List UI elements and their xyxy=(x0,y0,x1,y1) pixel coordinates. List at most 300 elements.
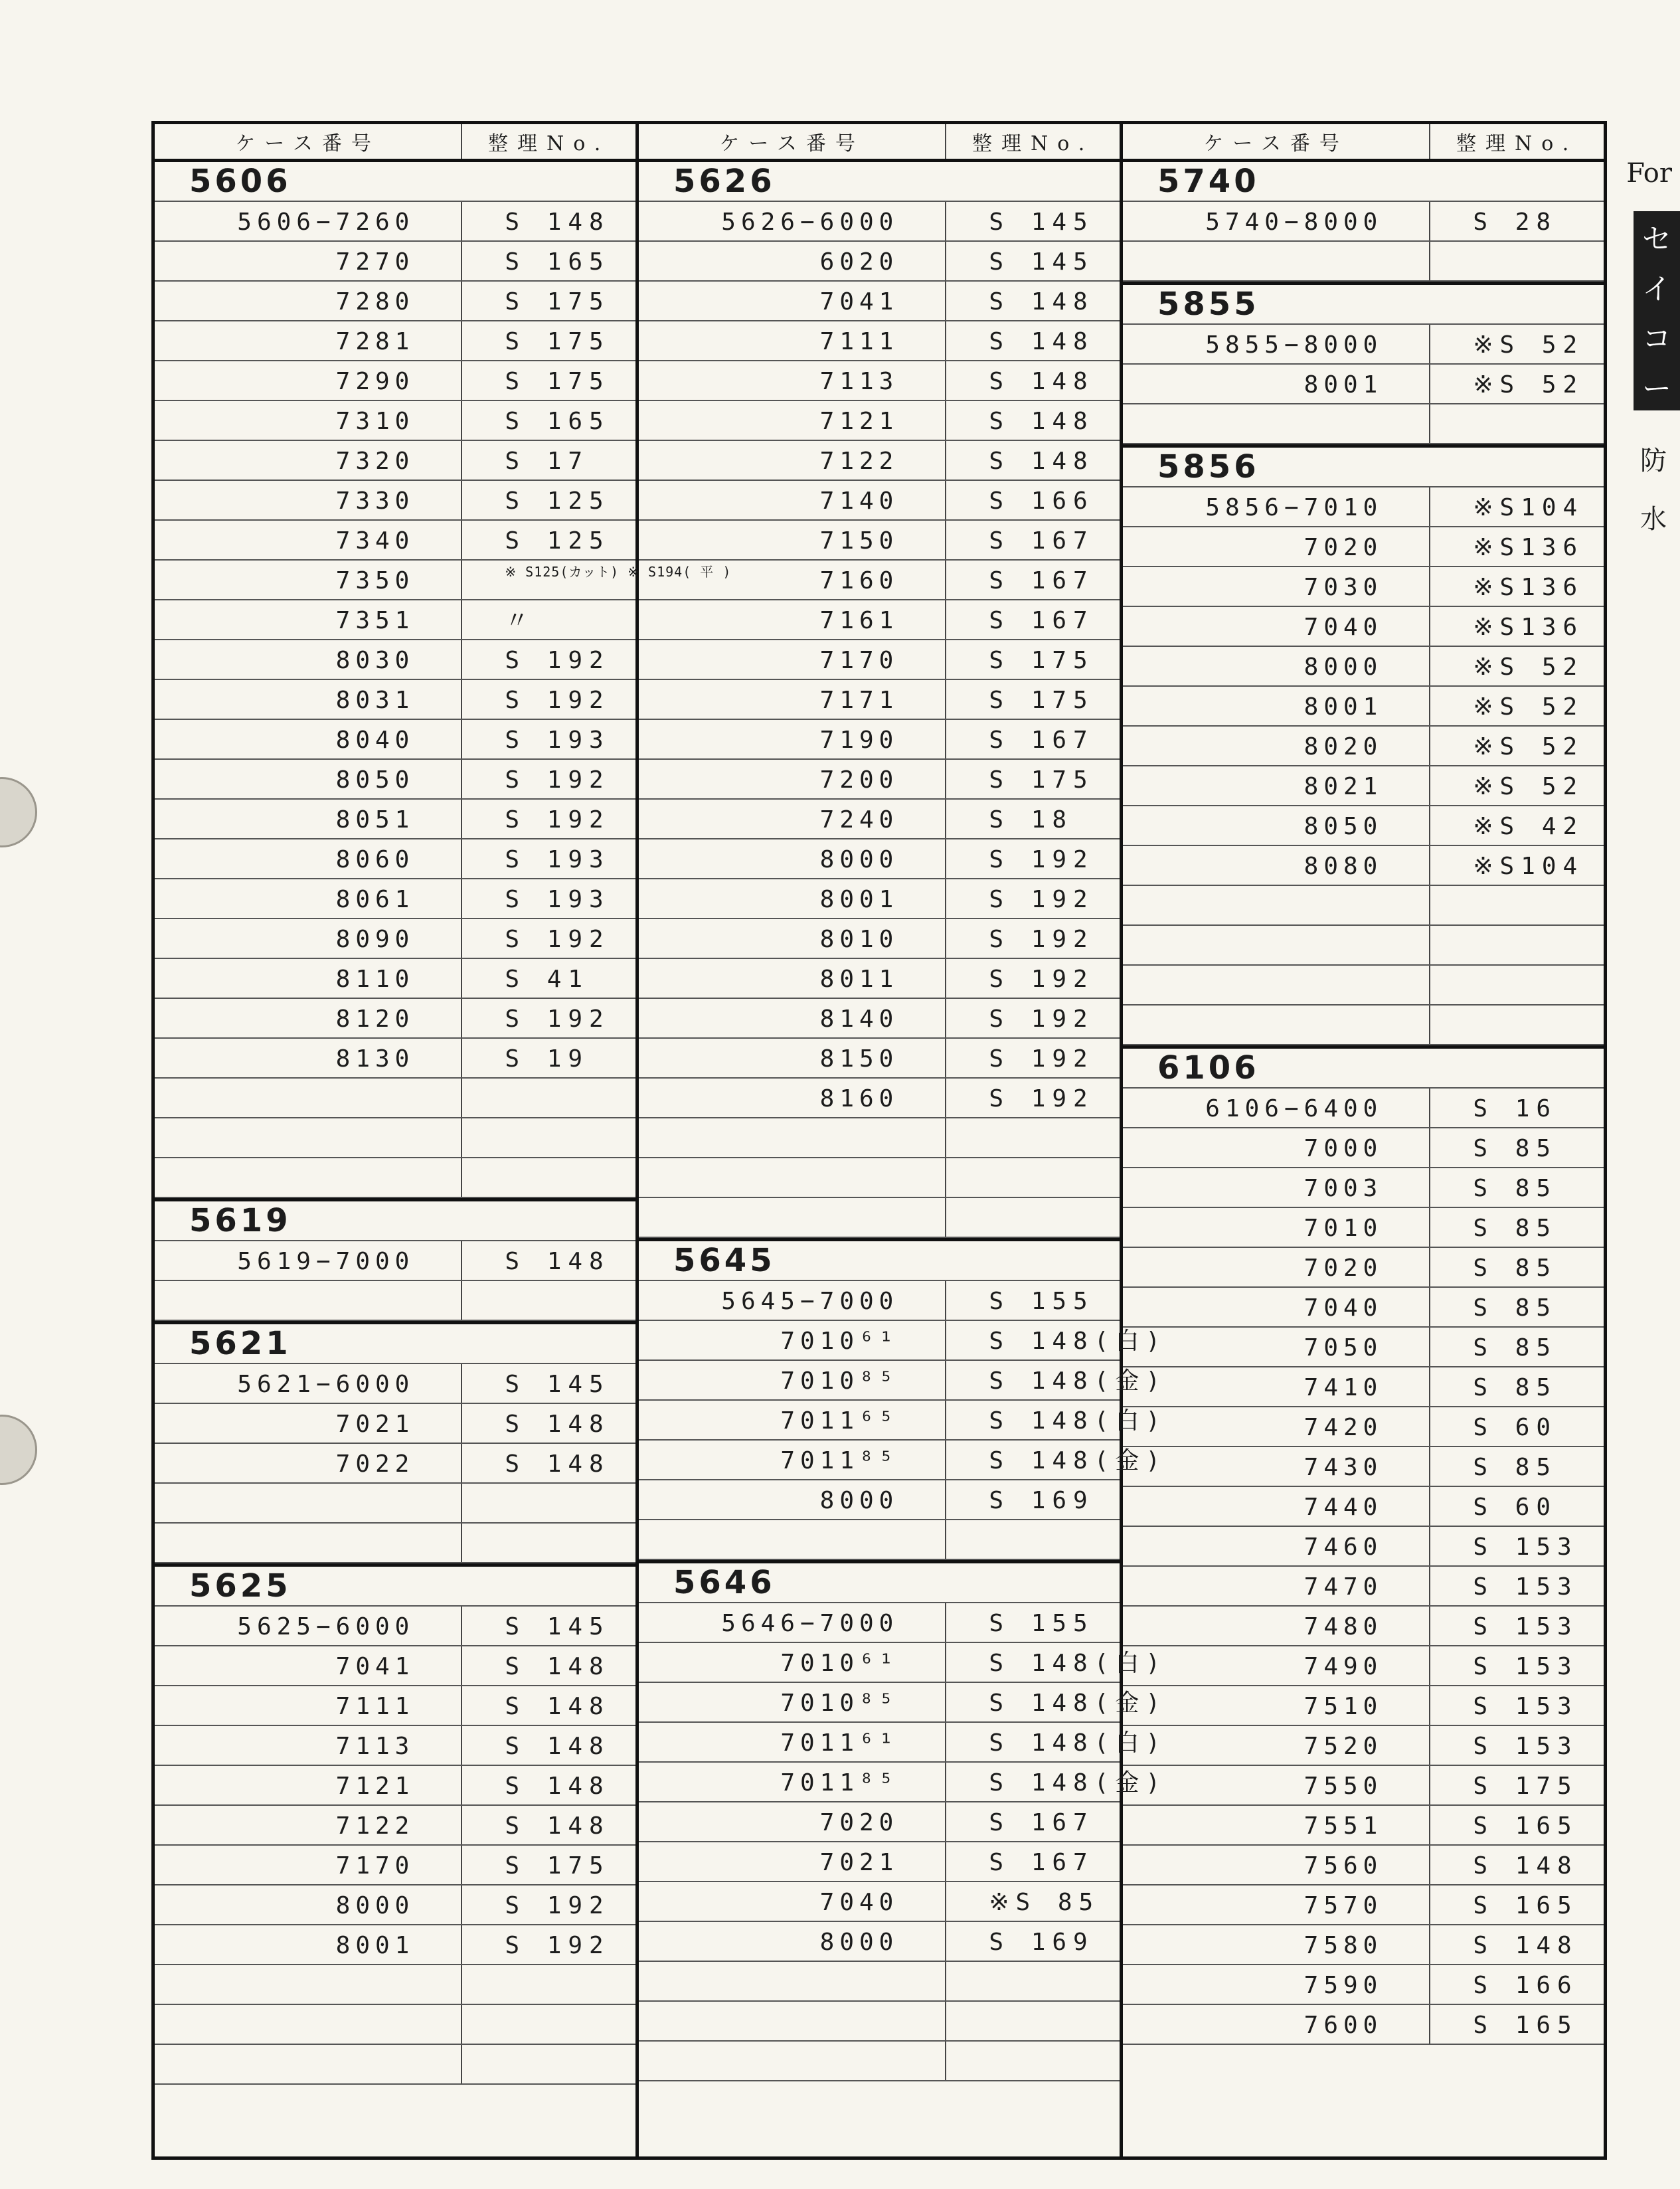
table-row xyxy=(155,1846,635,1885)
case-number-cell: 7113 xyxy=(155,1726,462,1765)
case-number-cell: 7160 xyxy=(639,561,946,599)
case-number-cell: 7022 xyxy=(155,1444,462,1482)
case-number-cell: 7011⁸⁵ xyxy=(639,1763,946,1801)
case-number-cell: 7480 xyxy=(1123,1607,1430,1645)
case-number-cell: 7150 xyxy=(639,521,946,559)
case-number-cell xyxy=(155,1079,462,1117)
case-number-cell: 7320 xyxy=(155,441,462,480)
case-number-cell xyxy=(639,1520,946,1559)
table-row xyxy=(639,1158,1120,1198)
table-row xyxy=(1123,1128,1604,1168)
ref-number-cell: S 192 xyxy=(505,647,610,674)
ref-number-cell: ※S136 xyxy=(1473,614,1584,641)
case-number-cell: 7240 xyxy=(639,800,946,838)
table-row xyxy=(1123,1567,1604,1607)
case-number-cell: 8000 xyxy=(639,1922,946,1961)
ref-number-cell: S 192 xyxy=(989,1045,1094,1073)
ref-number-cell: S 148 xyxy=(989,448,1094,475)
case-number-cell xyxy=(639,1962,946,2000)
table-row xyxy=(1123,1885,1604,1925)
table-row xyxy=(639,680,1120,720)
table-row xyxy=(639,999,1120,1039)
case-number-cell: 7020 xyxy=(639,1802,946,1841)
table-row xyxy=(1123,1208,1604,1248)
case-number-cell: 7590 xyxy=(1123,1965,1430,2004)
table-row xyxy=(155,1965,635,2005)
ref-number-cell: S 148(白) xyxy=(989,1328,1167,1355)
table-row xyxy=(1123,926,1604,966)
ref-number-cell: S 167 xyxy=(989,727,1094,754)
table-row xyxy=(155,561,732,600)
table-row xyxy=(639,1603,1120,1643)
ref-number-cell: S 192 xyxy=(505,687,610,714)
ref-number-cell: S 167 xyxy=(989,1849,1094,1876)
table-row xyxy=(639,1882,1120,1922)
case-number-cell xyxy=(639,2042,946,2080)
case-number-cell: 7430 xyxy=(1123,1447,1430,1486)
table-row xyxy=(639,401,1120,441)
ref-number-cell: S 175 xyxy=(989,687,1094,714)
table-row xyxy=(1123,2005,1604,2045)
case-no-header: ケース番号 xyxy=(1123,124,1430,159)
table-row xyxy=(639,441,1120,481)
table-row xyxy=(639,1520,1120,1560)
ref-number-cell: S 153 xyxy=(1473,1653,1578,1680)
table-row xyxy=(155,1444,635,1484)
table-row xyxy=(639,640,1120,680)
ref-number-cell: S 192 xyxy=(989,966,1094,993)
ref-number-cell: ※S 52 xyxy=(1473,371,1584,398)
case-number-cell: 7280 xyxy=(155,282,462,320)
case-number-cell: 5625−6000 xyxy=(155,1607,462,1645)
ref-number-cell: S 192 xyxy=(989,926,1094,953)
table-row xyxy=(639,202,1120,242)
ref-number-cell: ※ S125(カット) ※ S194( 平 ) xyxy=(505,564,732,580)
ref-number-cell: S 192 xyxy=(989,846,1094,873)
case-number-cell: 7440 xyxy=(1123,1487,1430,1526)
table-row xyxy=(155,680,635,720)
case-number-cell: 7111 xyxy=(155,1686,462,1725)
table-row xyxy=(639,2042,1120,2081)
table-row xyxy=(155,441,635,481)
table-row xyxy=(1123,766,1604,806)
table-row xyxy=(155,879,635,919)
ref-number-cell xyxy=(946,1118,1120,1157)
case-number-cell: 7121 xyxy=(155,1766,462,1804)
case-number-cell: 8000 xyxy=(639,839,946,878)
ref-number-cell: S 148(白) xyxy=(989,1650,1167,1677)
table-row xyxy=(155,2005,635,2045)
table-row xyxy=(639,760,1120,800)
table-row xyxy=(639,1842,1120,1882)
case-number-cell: 5619−7000 xyxy=(155,1241,462,1280)
ref-number-cell: S 193 xyxy=(505,727,610,754)
case-number-cell: 8061 xyxy=(155,879,462,918)
case-number-cell: 8001 xyxy=(1123,365,1430,403)
ref-no-header: 整理No. xyxy=(488,132,610,155)
case-number-cell xyxy=(1123,242,1430,280)
ref-number-cell: S 148(金) xyxy=(989,1447,1167,1474)
case-number-cell xyxy=(155,2005,462,2044)
table-row xyxy=(1123,1168,1604,1208)
binder-hole-top xyxy=(0,777,37,847)
side-label-2: 水 xyxy=(1640,504,1667,535)
ref-number-cell: S 148 xyxy=(505,1450,610,1478)
table-row xyxy=(1123,527,1604,567)
case-number-cell: 7021 xyxy=(639,1842,946,1881)
table-row xyxy=(639,839,1120,879)
case-number-cell: 8150 xyxy=(639,1039,946,1077)
table-row xyxy=(1123,325,1604,365)
table-row xyxy=(639,2002,1120,2042)
case-number-cell xyxy=(639,1198,946,1237)
case-number-cell: 6106−6400 xyxy=(1123,1089,1430,1127)
table-row xyxy=(1123,1367,1604,1407)
case-number-cell: 8130 xyxy=(155,1039,462,1077)
model-section xyxy=(155,1201,635,1324)
model-section xyxy=(639,1241,1167,1563)
ref-number-cell: S 192 xyxy=(989,1006,1094,1033)
ref-number-cell: S 148(金) xyxy=(989,1690,1167,1717)
case-number-cell: 7551 xyxy=(1123,1806,1430,1844)
ref-number-cell: ※S136 xyxy=(1473,534,1584,561)
table-row xyxy=(639,1079,1120,1118)
ref-number-cell: S 60 xyxy=(1473,1414,1558,1441)
section-title: 5606 xyxy=(155,162,635,202)
ref-number-cell: S 145 xyxy=(989,248,1094,276)
ref-number-cell: S 148 xyxy=(505,1733,610,1760)
ref-number-cell: S 148 xyxy=(989,368,1094,395)
ref-number-cell: S 167 xyxy=(989,1809,1094,1836)
table-row xyxy=(155,282,635,321)
case-number-cell: 7011⁶⁵ xyxy=(639,1401,946,1439)
table-row xyxy=(1123,1527,1604,1567)
ref-number-cell: S 148 xyxy=(505,1812,610,1840)
case-number-cell: 7560 xyxy=(1123,1846,1430,1884)
case-number-cell: 7021 xyxy=(155,1404,462,1443)
table-row xyxy=(155,1364,635,1404)
table-row xyxy=(155,1079,635,1118)
model-section xyxy=(1123,162,1604,285)
case-number-cell: 7310 xyxy=(155,401,462,440)
section-title: 5645 xyxy=(639,1241,1120,1281)
case-number-cell xyxy=(155,1965,462,2004)
table-row xyxy=(639,879,1120,919)
side-label-1: 防 xyxy=(1640,446,1667,476)
case-number-cell xyxy=(639,1158,946,1197)
table-row xyxy=(155,760,635,800)
table-row xyxy=(155,242,635,282)
ref-number-cell: S 193 xyxy=(505,886,610,913)
tab-char-2: イ xyxy=(1642,272,1671,306)
table-row xyxy=(1123,1846,1604,1885)
ref-number-cell: S 148 xyxy=(1473,1852,1578,1880)
table-row xyxy=(155,202,635,242)
ref-number-cell: S 125 xyxy=(505,527,610,555)
table-row xyxy=(639,1763,1167,1802)
case-number-cell: 7041 xyxy=(155,1646,462,1685)
table-row xyxy=(155,600,635,640)
case-number-cell: 7050 xyxy=(1123,1328,1430,1366)
ref-number-cell: S 165 xyxy=(1473,1812,1578,1840)
ref-number-cell: S 192 xyxy=(505,1892,610,1919)
case-number-cell: 5855−8000 xyxy=(1123,325,1430,363)
case-number-cell: 7020 xyxy=(1123,1248,1430,1286)
ref-number-cell: S 148 xyxy=(505,1653,610,1680)
ref-number-cell: S 85 xyxy=(1473,1175,1558,1202)
table-row xyxy=(1123,647,1604,687)
table-column xyxy=(1123,124,1604,2156)
ref-number-cell: S 167 xyxy=(989,567,1094,594)
section-title: 5625 xyxy=(155,1567,635,1607)
table-row xyxy=(155,800,635,839)
ref-number-cell: S 165 xyxy=(505,408,610,435)
ref-number-cell: S 19 xyxy=(505,1045,590,1073)
ref-number-cell: S 148 xyxy=(505,1693,610,1720)
case-number-cell: 5626−6000 xyxy=(639,202,946,240)
case-number-cell: 7470 xyxy=(1123,1567,1430,1605)
case-number-cell xyxy=(155,1118,462,1157)
case-number-cell: 7040 xyxy=(1123,1288,1430,1326)
model-section xyxy=(1123,1049,1604,2156)
case-number-cell: 7410 xyxy=(1123,1367,1430,1406)
table-row xyxy=(639,1683,1167,1723)
table-row xyxy=(155,1766,635,1806)
table-row xyxy=(155,720,635,760)
ref-number-cell: ※S 52 xyxy=(1473,733,1584,760)
table-row xyxy=(1123,846,1604,886)
table-row xyxy=(1123,242,1604,282)
ref-no-header: 整理No. xyxy=(1456,132,1578,155)
case-number-cell: 8000 xyxy=(155,1885,462,1924)
case-number-cell: 6020 xyxy=(639,242,946,280)
table-row xyxy=(639,600,1120,640)
ref-number-cell: S 175 xyxy=(989,766,1094,794)
ref-number-cell: S 148 xyxy=(989,408,1094,435)
case-number-cell: 7580 xyxy=(1123,1925,1430,1964)
binder-hole-bottom xyxy=(0,1415,37,1485)
ref-number-cell: S 192 xyxy=(505,1932,610,1959)
ref-number-cell: S 175 xyxy=(505,288,610,315)
model-section xyxy=(1123,285,1604,448)
ref-number-cell: ※S 85 xyxy=(989,1889,1100,1916)
ref-number-cell xyxy=(462,1079,635,1117)
case-number-cell xyxy=(1123,966,1430,1004)
table-row xyxy=(639,1441,1167,1480)
case-number-cell: 5740−8000 xyxy=(1123,202,1430,240)
case-number-cell: 7330 xyxy=(155,481,462,519)
case-number-cell: 7121 xyxy=(639,401,946,440)
table-row xyxy=(155,1241,635,1281)
case-number-cell: 7041 xyxy=(639,282,946,320)
ref-number-cell: S 145 xyxy=(989,209,1094,236)
case-number-cell: 8120 xyxy=(155,999,462,1037)
seiko-tab xyxy=(1634,211,1680,410)
ref-number-cell xyxy=(462,1118,635,1157)
case-number-cell: 7030 xyxy=(1123,567,1430,606)
ref-number-cell: S 167 xyxy=(989,607,1094,634)
table-row xyxy=(1123,1726,1604,1766)
table-row xyxy=(639,1401,1167,1441)
case-number-cell xyxy=(639,1118,946,1157)
case-number-cell: 8011 xyxy=(639,959,946,998)
table-row xyxy=(1123,1925,1604,1965)
column-header xyxy=(1123,124,1604,162)
case-number-cell: 7040 xyxy=(639,1882,946,1921)
case-number-cell: 7281 xyxy=(155,321,462,360)
case-number-cell: 8110 xyxy=(155,959,462,998)
table-row xyxy=(155,839,635,879)
case-number-cell: 8090 xyxy=(155,919,462,958)
ref-number-cell: S 169 xyxy=(989,1487,1094,1514)
case-number-cell: 7111 xyxy=(639,321,946,360)
table-row xyxy=(639,1198,1120,1238)
tab-char-3: コ xyxy=(1642,321,1671,356)
ref-number-cell: S 85 xyxy=(1473,1294,1558,1322)
case-number-cell: 7510 xyxy=(1123,1686,1430,1725)
ref-number-cell: S 192 xyxy=(505,926,610,953)
ref-number-cell: S 148 xyxy=(989,328,1094,355)
table-row xyxy=(155,401,635,441)
case-number-cell: 7600 xyxy=(1123,2005,1430,2044)
case-number-cell xyxy=(155,1524,462,1562)
table-row xyxy=(1123,1447,1604,1487)
case-number-cell: 8000 xyxy=(1123,647,1430,685)
table-row xyxy=(1123,727,1604,766)
table-row xyxy=(639,242,1120,282)
case-number-cell: 7011⁸⁵ xyxy=(639,1441,946,1479)
table-row xyxy=(639,1361,1167,1401)
case-number-cell: 8080 xyxy=(1123,846,1430,885)
ref-number-cell: S 148 xyxy=(505,209,610,236)
table-row xyxy=(639,1723,1167,1763)
case-number-cell: 7122 xyxy=(639,441,946,480)
section-title: 5855 xyxy=(1123,285,1604,325)
table-row xyxy=(639,1962,1120,2002)
case-number-cell: 7171 xyxy=(639,680,946,719)
ref-number-cell: S 169 xyxy=(989,1929,1094,1956)
case-number-cell: 8001 xyxy=(1123,687,1430,725)
table-row xyxy=(1123,1248,1604,1288)
ref-number-cell: ※S 42 xyxy=(1473,813,1584,840)
case-number-cell: 7010⁸⁵ xyxy=(639,1683,946,1721)
ref-number-cell: S 175 xyxy=(989,647,1094,674)
table-row xyxy=(639,361,1120,401)
table-row xyxy=(155,1885,635,1925)
case-number-cell: 5645−7000 xyxy=(639,1281,946,1320)
ref-number-cell xyxy=(462,2045,635,2083)
case-number-cell: 7170 xyxy=(639,640,946,679)
case-number-cell: 7010⁶¹ xyxy=(639,1321,946,1359)
case-number-cell: 8051 xyxy=(155,800,462,838)
ref-number-cell: S 167 xyxy=(989,527,1094,555)
case-number-cell: 5646−7000 xyxy=(639,1603,946,1642)
ref-number-cell: S 18 xyxy=(989,806,1074,833)
case-number-cell: 8030 xyxy=(155,640,462,679)
ref-number-cell: S 175 xyxy=(505,1852,610,1880)
case-number-cell xyxy=(155,1281,462,1320)
case-number-cell: 7020 xyxy=(1123,527,1430,566)
case-number-cell: 7000 xyxy=(1123,1128,1430,1167)
ref-number-cell: S 153 xyxy=(1473,1533,1578,1561)
case-number-cell xyxy=(155,1484,462,1522)
ref-number-cell: S 166 xyxy=(1473,1972,1578,1999)
case-number-cell: 7170 xyxy=(155,1846,462,1884)
table-row xyxy=(155,1925,635,1965)
case-number-cell: 7340 xyxy=(155,521,462,559)
table-row xyxy=(1123,1288,1604,1328)
case-number-cell: 5606−7260 xyxy=(155,202,462,240)
case-number-cell: 7550 xyxy=(1123,1766,1430,1804)
table-row xyxy=(639,919,1120,959)
table-row xyxy=(1123,1965,1604,2005)
case-number-cell: 8001 xyxy=(155,1925,462,1964)
table-row xyxy=(1123,1646,1604,1686)
table-row xyxy=(1123,365,1604,404)
ref-number-cell: S 148 xyxy=(1473,1932,1578,1959)
ref-number-cell: S 148(白) xyxy=(989,1407,1167,1435)
table-row xyxy=(639,1802,1120,1842)
table-row xyxy=(155,1281,635,1321)
table-row xyxy=(1123,1766,1604,1806)
case-number-cell: 8000 xyxy=(639,1480,946,1519)
ref-number-cell: S 165 xyxy=(1473,1892,1578,1919)
case-number-cell xyxy=(1123,1006,1430,1044)
table-row xyxy=(155,919,635,959)
ref-number-cell xyxy=(1430,886,1604,924)
ref-number-cell: S 148(金) xyxy=(989,1769,1167,1796)
case-number-cell xyxy=(1123,926,1430,964)
ref-number-cell xyxy=(946,2042,1120,2080)
table-row xyxy=(639,481,1120,521)
ref-number-cell: S 148(金) xyxy=(989,1367,1167,1395)
ref-number-cell: 〃 xyxy=(505,607,536,634)
table-row xyxy=(155,1806,635,1846)
ref-number-cell: S 85 xyxy=(1473,1374,1558,1401)
case-number-cell: 7420 xyxy=(1123,1407,1430,1446)
ref-number-cell: S 85 xyxy=(1473,1334,1558,1361)
table-row xyxy=(1123,886,1604,926)
table-row xyxy=(639,1039,1120,1079)
ref-number-cell: S 192 xyxy=(505,806,610,833)
table-row xyxy=(1123,966,1604,1006)
ref-number-cell xyxy=(462,1281,635,1320)
table-row xyxy=(1123,687,1604,727)
case-number-cell: 7490 xyxy=(1123,1646,1430,1685)
ref-number-cell: S 165 xyxy=(1473,2012,1578,2039)
section-title: 5646 xyxy=(639,1563,1120,1603)
ref-number-cell: ※S104 xyxy=(1473,494,1584,521)
table-row xyxy=(155,321,635,361)
ref-number-cell: S 41 xyxy=(505,966,590,993)
case-number-cell: 7190 xyxy=(639,720,946,758)
case-number-cell: 7011⁶¹ xyxy=(639,1723,946,1761)
ref-number-cell: S 85 xyxy=(1473,1454,1558,1481)
case-number-cell: 8050 xyxy=(155,760,462,798)
case-number-cell xyxy=(155,2045,462,2083)
tab-char-1: セ xyxy=(1642,222,1671,256)
table-row xyxy=(155,1646,635,1686)
table-row xyxy=(639,1321,1167,1361)
model-section xyxy=(639,1563,1167,2156)
ref-number-cell xyxy=(946,1198,1120,1237)
ref-number-cell: S 17 xyxy=(505,448,590,475)
case-number-cell: 8050 xyxy=(1123,806,1430,845)
ref-number-cell: S 175 xyxy=(505,368,610,395)
ref-number-cell xyxy=(1430,242,1604,280)
ref-number-cell: S 175 xyxy=(505,328,610,355)
table-row xyxy=(639,800,1120,839)
